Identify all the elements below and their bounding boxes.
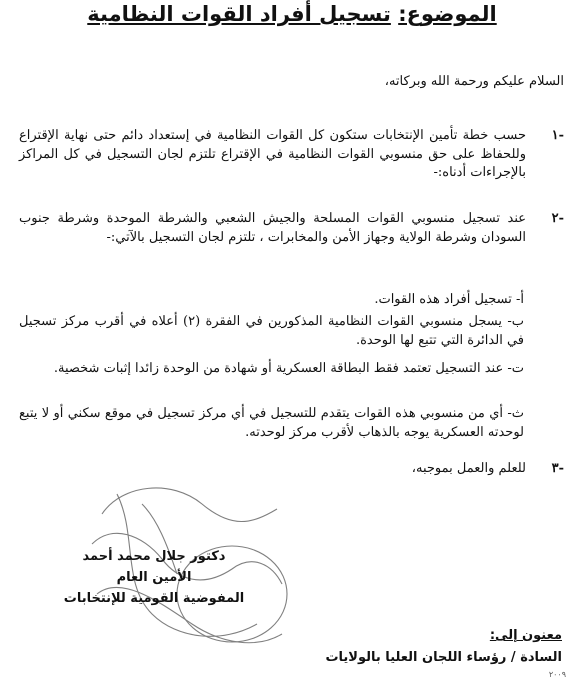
subitem-text: يسجل منسوبي القوات النظامية المذكورين في الفقرة (٢) أعلاه في أقرب مركز تسجيل في الدائرة التي تتبع لها الوحدة. [19,314,524,348]
item-number: -١ [551,128,564,143]
signatory-title: الأمين العام [116,570,192,585]
signatory-name: دكتور جلال محمد أحمد [82,549,226,564]
signature-block [49,546,259,609]
cc-recipients: السادة / رؤساء اللجان العليا بالولايات [325,650,562,665]
item-2 [19,210,564,247]
subitem-letter: ث- [507,406,524,421]
subitem-d [19,405,524,442]
greeting: السلام عليكم ورحمة الله وبركاته، [384,74,564,89]
subitem-letter: أ- [515,292,524,307]
item-text: عند تسجيل منسوبي القوات المسلحة والجيش الشعبي والشرطة الموحدة وشرطة جنوب السودان وشرطة الولاية وجهاز الأمن والمخابرات ، تلتزم لجان التسجيل بالآتي:- [19,211,526,245]
item-text: حسب خطة تأمين الإنتخابات ستكون كل القوات النظامية في إستعداد دائم حتى نهاية الإقتراع وللحفاظ على حق منسوبي القوات النظامية في الإقتراع تلتزم لجان التسجيل في كل المراكز بالإجراءات أدناه:- [19,128,526,180]
subitem-text: تسجيل أفراد هذه القوات. [374,292,512,307]
footnote: ٢٠٠٩ [548,670,566,679]
subitem-b [19,313,524,350]
subitem-text: عند التسجيل تعتمد فقط البطاقة العسكرية أو شهادة من الوحدة زائدا إثبات شخصية. [53,361,504,376]
item-text: للعلم والعمل بموجبه، [411,461,526,476]
subitem-text: أي من منسوبي هذه القوات يتقدم للتسجيل في أي مركز تسجيل في موقع سكني أو لا يتبع لوحدته العسكرية يوجه بالذهاب لأقرب مركز لوحدته. [19,406,524,440]
item-number: -٢ [551,211,564,226]
subject-text: تسجيل أفراد القوات النظامية [87,2,391,26]
subitem-letter: ب- [507,314,524,329]
signatory-org: المفوضية القومية للإنتخابات [63,591,245,606]
subject-label: الموضوع: [398,2,497,26]
item-1 [19,127,564,183]
subject-line [0,2,584,26]
item-number: -٣ [551,461,564,476]
subitem-a [19,291,524,310]
subitem-letter: ت- [507,361,524,376]
subitem-c [19,360,524,379]
cc-label: معنون إلى: [489,628,562,643]
